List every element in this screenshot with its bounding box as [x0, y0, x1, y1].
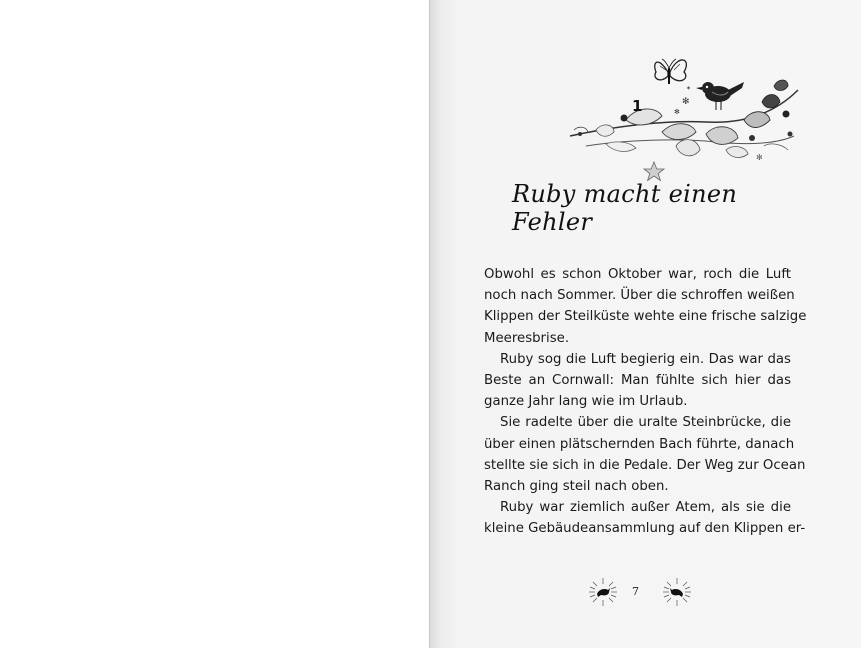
star-icon [644, 162, 664, 181]
book-gutter [429, 0, 430, 648]
text-line: über einen plätschernden Bach führte, danach [484, 436, 795, 452]
star-icon: ✻ [682, 97, 690, 107]
text-line: ganze Jahr lang wie im Urlaub. [484, 394, 688, 410]
svg-text:✻: ✻ [674, 108, 680, 116]
text-line: noch nach Sommer. Über die schroffen weißen [484, 288, 795, 304]
text-line: Obwohl es schon Oktober war, roch die Luft [484, 267, 791, 282]
text-line: stellte sie sich in die Pedale. Der Weg zur Ocean [484, 457, 806, 473]
horse-sunburst-icon [589, 578, 617, 606]
text-line: kleine Gebäudeansammlung auf den Klippen er- [484, 521, 806, 537]
page-footer-ornament [585, 574, 695, 610]
butterfly-icon [655, 59, 687, 84]
chapter-ornament [566, 50, 806, 190]
bird-icon [696, 82, 744, 110]
text-line: Klippen der Steilküste wehte eine frische salzige [484, 309, 807, 325]
chapter-number: 1 [632, 97, 643, 115]
svg-text:✻: ✻ [756, 153, 763, 162]
chapter-title: Ruby macht einen Fehler [512, 180, 738, 236]
text-line: Beste an Cornwall: Man fühlte sich hier das [484, 373, 791, 389]
text-line: Ranch ging steil nach oben. [484, 479, 669, 495]
svg-text:✶: ✶ [686, 85, 692, 92]
text-line: Sie radelte über die uralte Steinbrücke, die [500, 415, 791, 431]
leafy-branch-icon [570, 80, 798, 157]
text-line: Ruby sog die Luft begierig ein. Das war das [500, 351, 791, 367]
text-line: Meeresbrise. [484, 330, 570, 346]
page-number: 7 [632, 585, 639, 598]
text-line: Ruby war ziemlich außer Atem, als sie die [500, 500, 791, 516]
chapter-body-text [484, 264, 807, 540]
left-page-blank [0, 0, 430, 648]
horse-sunburst-icon [663, 578, 691, 606]
